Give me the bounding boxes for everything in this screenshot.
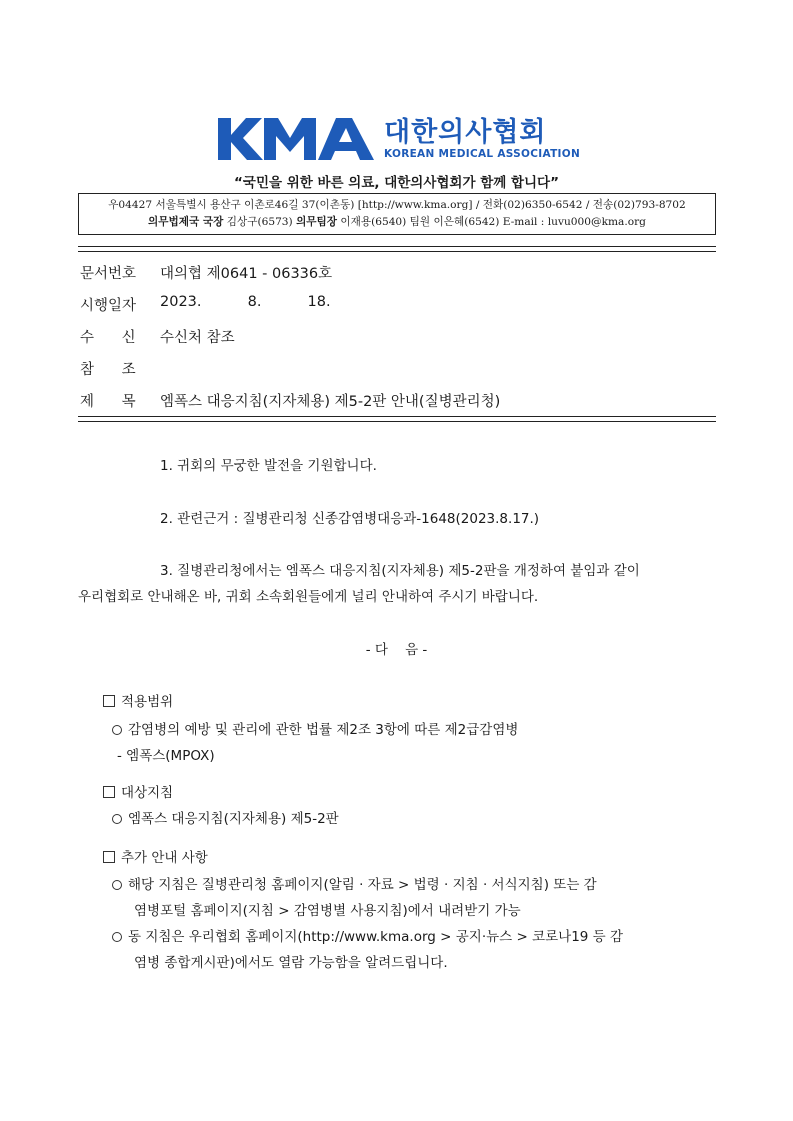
- kma-logo-mark: [218, 116, 376, 162]
- section-target-item-1: [112, 807, 339, 827]
- square-bullet-icon: [103, 695, 115, 707]
- square-bullet-icon: [103, 851, 115, 863]
- paragraph-3-line-1: 3. 질병관리청에서는 엠폭스 대응지침(지자체용) 제5-2판을 개정하여 붙임과 같이: [160, 563, 640, 579]
- org-name-en: KOREAN MEDICAL ASSOCIATION: [384, 147, 581, 160]
- meta-label: 제 목: [80, 394, 136, 410]
- section-additional-item-1-cont: 염병포털 홈페이지(지침 > 감염병별 사용지침)에서 내려받기 가능: [134, 903, 521, 919]
- item-text: 엠폭스 대응지침(지자체용) 제5-2판: [128, 811, 339, 827]
- section-scope-item-2: - 엠폭스(MPOX): [117, 748, 215, 764]
- section-additional-item-2-cont: 염병 종합게시판)에서도 열람 가능함을 알려드립니다.: [134, 955, 448, 971]
- dept-value: 김상구(6573): [226, 216, 293, 228]
- contact-line-1: 우04427 서울특별시 용산구 이촌로46길 37(이촌동) [http://www.kma.org] / 전화(02)6350-6542 / 전송(02)793-8702: [108, 199, 686, 211]
- section-target: [103, 781, 173, 801]
- header-divider-bottom: [78, 416, 716, 422]
- meta-value: 엠폭스 대응지침(지자체용) 제5-2판 안내(질병관리청): [160, 394, 501, 410]
- circle-bullet-icon: [112, 880, 122, 890]
- section-additional: [103, 846, 208, 866]
- dept-label: 의무법제국 국장: [148, 216, 224, 228]
- slogan: “국민을 위한 바른 의료, 대한의사협회가 함께 합니다”: [234, 175, 559, 191]
- section-additional-item-1: [112, 873, 597, 893]
- circle-bullet-icon: [112, 814, 122, 824]
- paragraph-1: 1. 귀회의 무궁한 발전을 기원합니다.: [160, 458, 377, 474]
- item-text: 감염병의 예방 및 관리에 관한 법률 제2조 3항에 따른 제2급감염병: [128, 722, 519, 738]
- meta-row-date: [80, 294, 331, 315]
- lead-label: 의무팀장: [296, 216, 337, 228]
- section-scope-item-1: [112, 718, 518, 738]
- contact-line-2: [79, 214, 715, 231]
- section-additional-item-2: [112, 925, 623, 945]
- section-title: 추가 안내 사항: [121, 850, 208, 866]
- circle-bullet-icon: [112, 932, 122, 942]
- section-title: 대상지침: [121, 785, 174, 801]
- meta-value: 수신처 참조: [160, 330, 235, 346]
- section-scope: [103, 690, 173, 710]
- meta-row-recipient: [80, 326, 235, 347]
- meta-row-doc-number: [80, 262, 332, 283]
- lead-value: 이재용(6540) 팀원 이은혜(6542) E-mail : luvu000@kma.org: [340, 216, 646, 228]
- meta-label: 문서번호: [80, 266, 137, 282]
- kma-logo: [218, 116, 580, 162]
- header-divider-top: [78, 246, 716, 252]
- paragraph-2: 2. 관련근거 : 질병관리청 신종감염병대응과-1648(2023.8.17.): [160, 511, 540, 527]
- meta-label: 참 조: [80, 362, 136, 378]
- meta-row-subject: [80, 390, 500, 411]
- meta-value: 2023. 8. 18.: [160, 294, 331, 310]
- contact-box: [78, 193, 716, 235]
- paragraph-3-line-2: 우리협회로 안내해온 바, 귀회 소속회원들에게 널리 안내하여 주시기 바랍니다.: [78, 589, 539, 605]
- section-title: 적용범위: [121, 694, 174, 710]
- circle-bullet-icon: [112, 725, 122, 735]
- item-text: 해당 지침은 질병관리청 홈페이지(알림 · 자료 > 법령 · 지침 · 서식지침) 또는 감: [128, 877, 597, 893]
- next-heading: - 다 음 -: [365, 642, 428, 658]
- meta-value: 대의협 제0641 - 06336호: [160, 266, 333, 282]
- org-name-ko: 대한의사협회: [384, 116, 547, 148]
- meta-label: 시행일자: [80, 298, 137, 314]
- meta-row-reference: [80, 358, 160, 379]
- item-text: 동 지침은 우리협회 홈페이지(http://www.kma.org > 공지·뉴스 > 코로나19 등 감: [128, 929, 624, 945]
- meta-label: 수 신: [80, 330, 136, 346]
- square-bullet-icon: [103, 786, 115, 798]
